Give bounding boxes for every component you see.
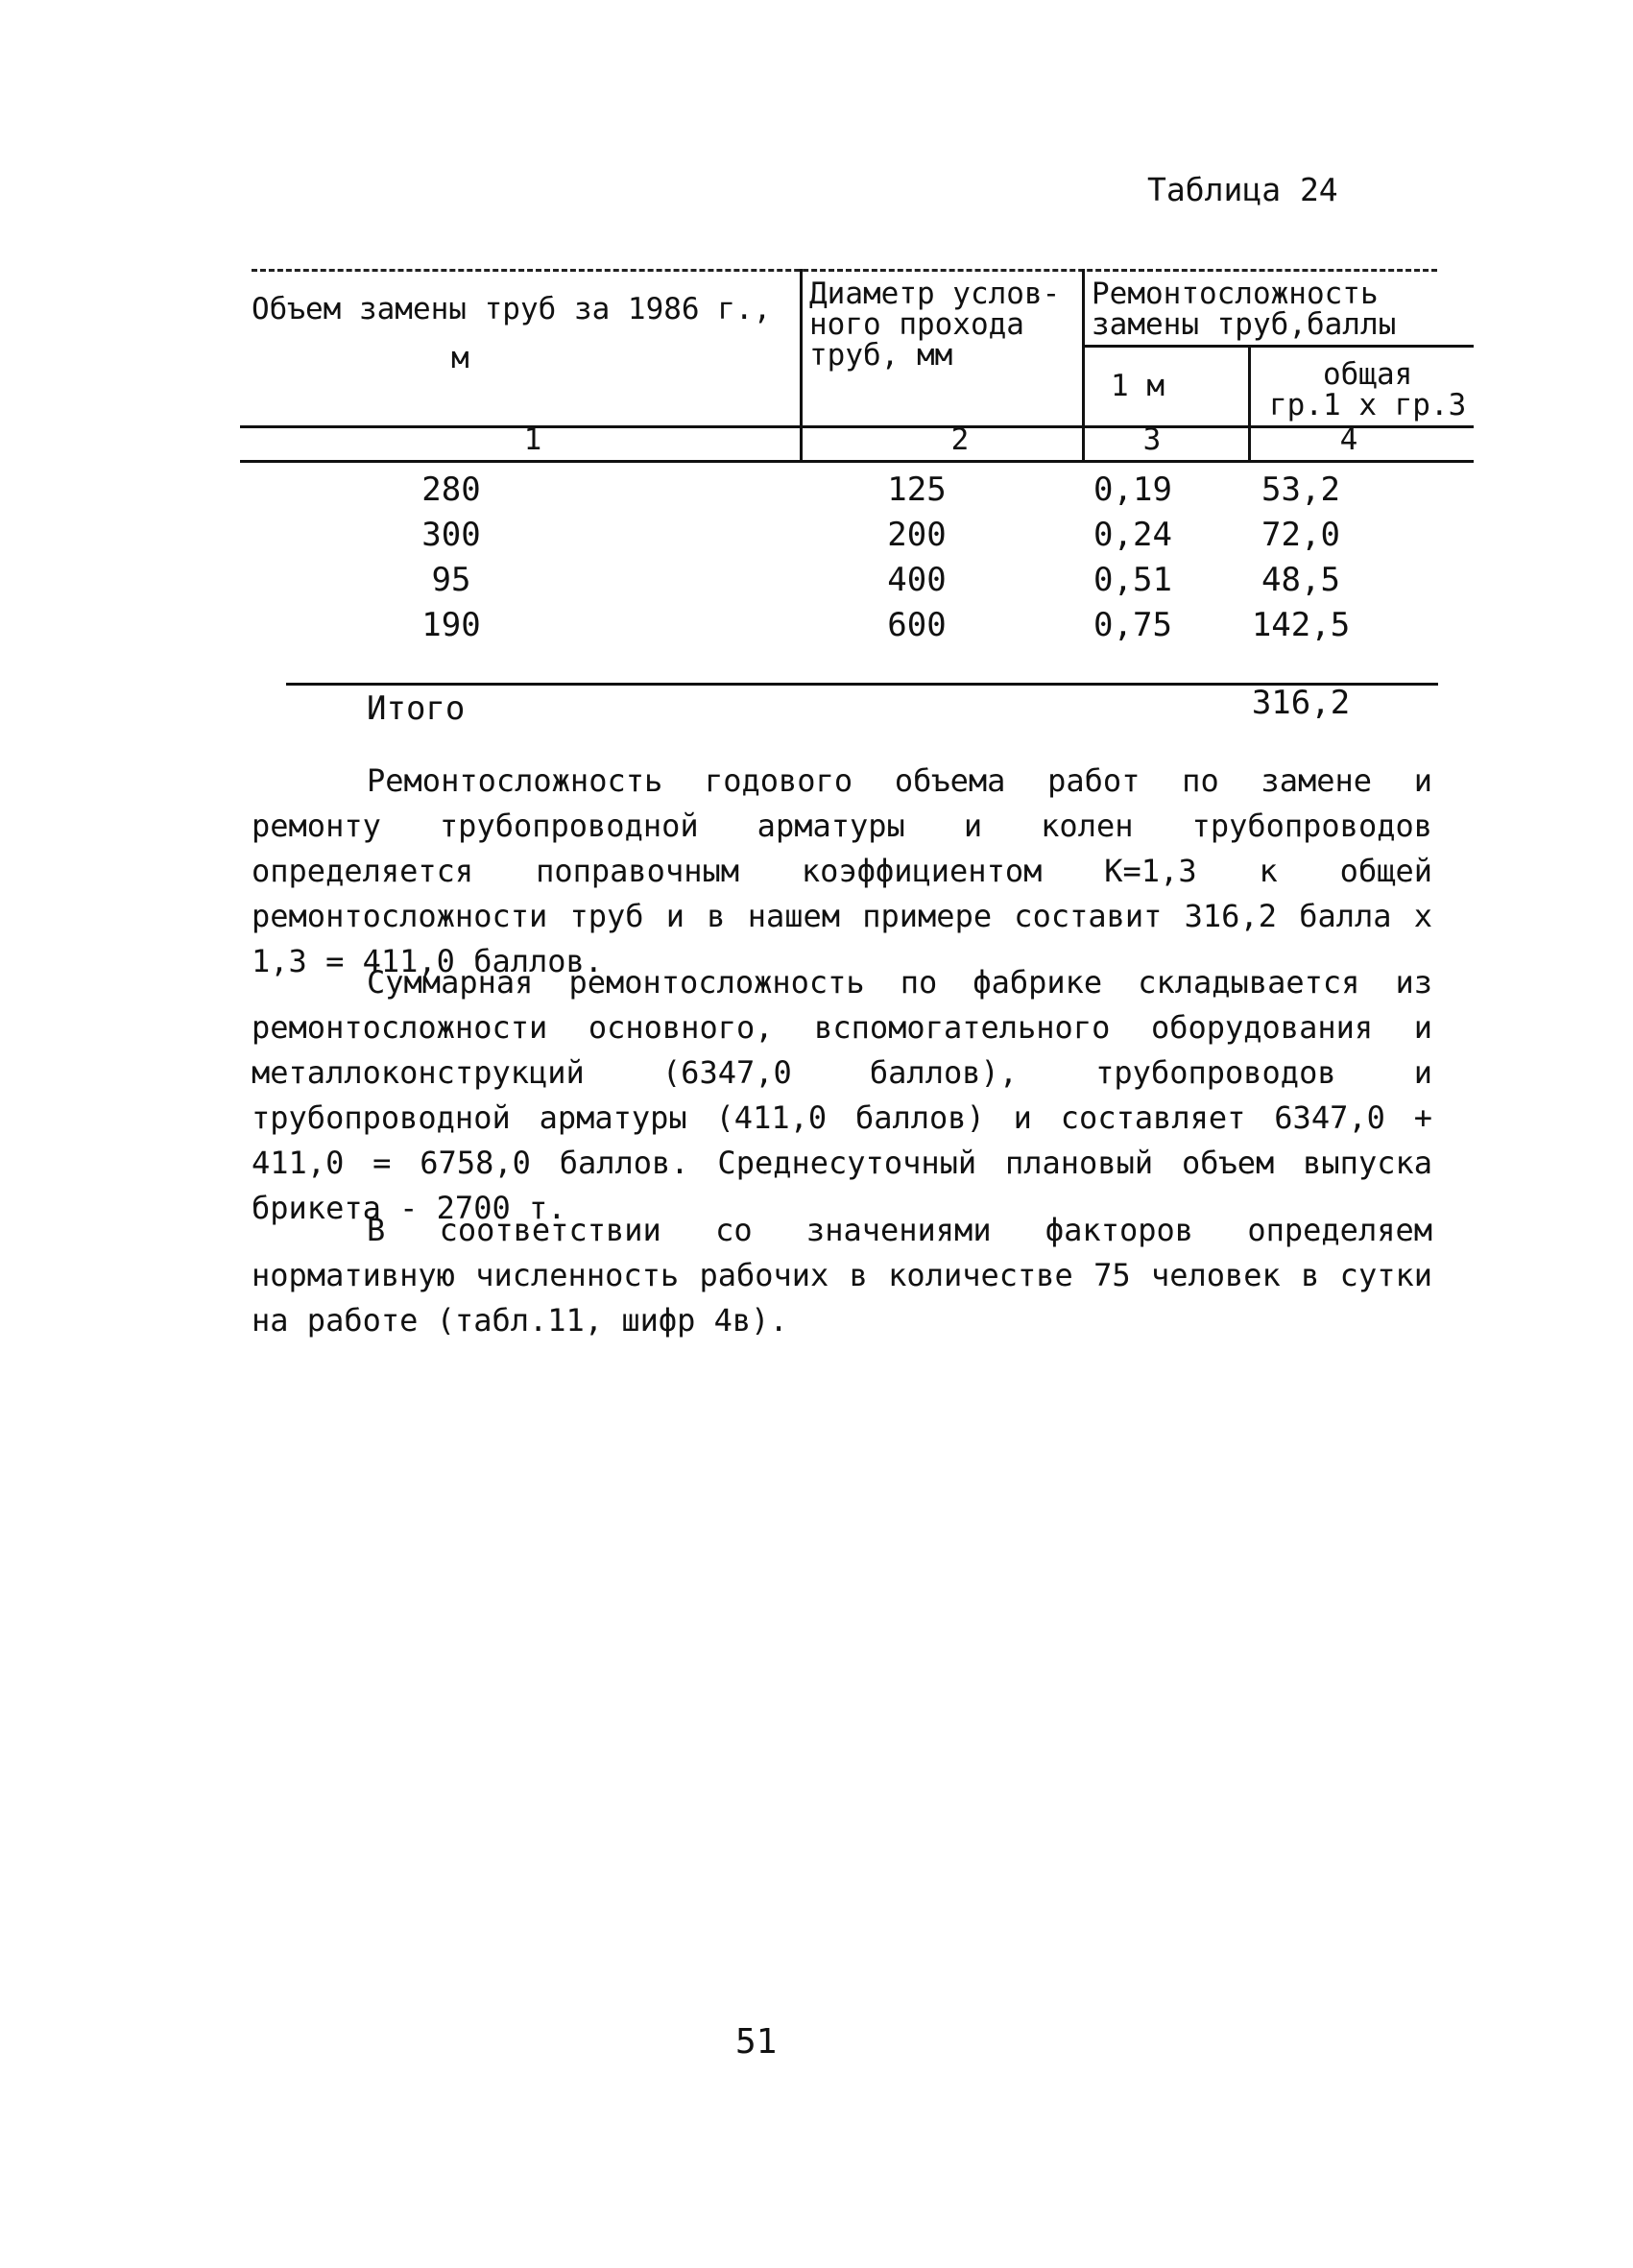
header-diameter-line: труб, мм: [809, 338, 953, 373]
paragraph: [252, 1208, 1432, 1343]
cell-diameter: 125: [887, 470, 947, 509]
header-diameter-line: ного прохода: [809, 307, 1024, 342]
column-number: 3: [1142, 422, 1162, 457]
subheader-divider: [1082, 345, 1474, 348]
header-repair-complexity: [1092, 278, 1396, 340]
cell-total: 72,0: [1261, 516, 1340, 554]
paragraph: [252, 960, 1432, 1231]
cell-diameter: 200: [887, 516, 947, 554]
paragraph-text: Ремонтосложность годового объема работ по замене и ремонту трубопроводной арматуры и колен трубопроводов определяется поправочным коэффициентом К=1,3 к общей ремонтосложности труб и в нашем примере составит 316,2 балла х 1,3 = 411,0 баллов.: [252, 762, 1432, 979]
header-total-line: гр.1 х гр.3: [1269, 388, 1467, 422]
cell-diameter: 400: [887, 561, 947, 599]
header-total: [1269, 359, 1466, 421]
cell-per-meter: 0,19: [1093, 470, 1172, 509]
header-diameter: [809, 278, 1060, 371]
paragraph-text: Суммарная ремонтосложность по фабрике складывается из ремонтосложности основного, вспомогательного оборудования и металлоконструкций (6347,0 баллов), трубопроводов и трубопроводной арматуры (411,0 баллов) и составляет 6347,0 + 411,0 = 6758,0 баллов. Среднесуточный плановый объем выпуска брикета - 2700 т.: [252, 964, 1432, 1226]
column-number: 2: [950, 422, 970, 457]
cell-volume: 95: [431, 561, 471, 599]
cell-per-meter: 0,51: [1093, 561, 1172, 599]
cell-total: 48,5: [1261, 561, 1340, 599]
cell-volume: 190: [421, 606, 481, 644]
paragraph-text: В соответствии со значениями факторов определяем нормативную численность рабочих в количестве 75 человек в сутки на работе (табл.11, шифр 4в).: [252, 1212, 1432, 1339]
cell-per-meter: 0,24: [1093, 516, 1172, 554]
column-divider-1: [800, 269, 803, 461]
cell-diameter: 600: [887, 606, 947, 644]
total-label: Итого: [367, 689, 466, 728]
total-value: 316,2: [1251, 684, 1351, 722]
column-divider-2: [1082, 269, 1085, 461]
column-numbers-bottom-border: [240, 460, 1474, 463]
header-repair-line: замены труб,баллы: [1092, 307, 1397, 342]
header-total-line: общая: [1322, 357, 1413, 392]
table-top-border: [252, 269, 1437, 272]
cell-total: 53,2: [1261, 470, 1340, 509]
header-diameter-line: Диаметр услов-: [809, 277, 1061, 311]
page-number: 51: [735, 2022, 778, 2062]
cell-volume: 300: [421, 516, 481, 554]
cell-volume: 280: [421, 470, 481, 509]
header-volume-unit: м: [451, 341, 469, 375]
cell-per-meter: 0,75: [1093, 606, 1172, 644]
header-volume: Объем замены труб за 1986 г.,: [252, 292, 772, 326]
cell-total: 142,5: [1251, 606, 1351, 644]
column-number: 1: [523, 422, 542, 457]
column-divider-3: [1248, 348, 1251, 461]
header-bottom-border: [240, 425, 1474, 428]
column-number: 4: [1339, 422, 1358, 457]
header-repair-line: Ремонтосложность: [1092, 277, 1379, 311]
table-caption: Таблица 24: [1147, 171, 1338, 208]
header-per-meter: 1 м: [1111, 369, 1165, 403]
paragraph: [252, 759, 1432, 984]
